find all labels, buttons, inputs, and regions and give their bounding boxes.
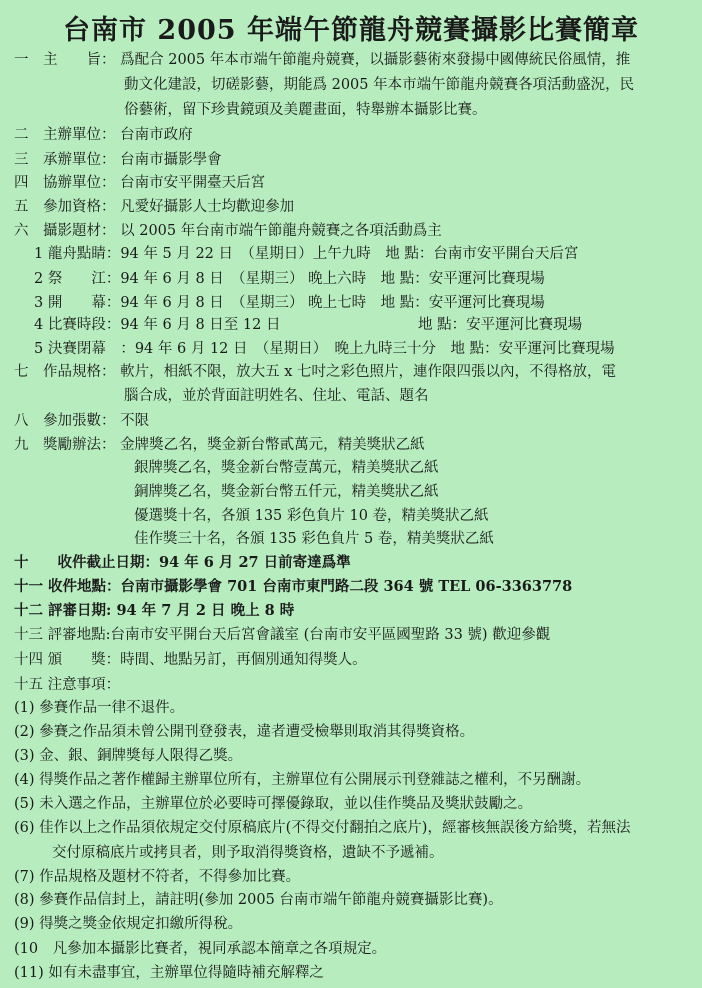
rule-line: (5) 未入選之作品，主辦單位於必要時可擇優錄取，並以佳作獎品及獎狀鼓勵之。 [14, 796, 533, 812]
rule-line: 六 攝影題材： 以 2005 年台南市端午節龍舟競賽之各項活動爲主 [14, 223, 442, 239]
rule-line: 三 承辦單位： 台南市攝影學會 [14, 152, 222, 168]
rule-line: 五 參加資格： 凡愛好攝影人士均歡迎參加 [14, 199, 295, 215]
rule-line: 腦合成，並於背面註明姓名、住址、電話、題名 [124, 388, 429, 404]
rule-line: (6) 佳作以上之作品須依規定交付原稿底片(不得交付翻拍之底片)，經審核無誤後方給獎，若無法 [14, 820, 631, 836]
rule-line: 1 龍舟點睛：94 年 5 月 22 日 （星期日）上午九時 地 點：台南市安平開台天后宮 [34, 246, 579, 262]
rule-line: 銀牌獎乙名，獎金新台幣壹萬元，精美獎狀乙紙 [134, 460, 439, 476]
rule-line: 地 點：安平運河比賽現場 [418, 317, 583, 333]
rule-line: 十五 注意事項： [14, 677, 121, 693]
rule-line: 四 協辦單位： 台南市安平開臺天后宮 [14, 175, 266, 191]
rule-line: 動文化建設，切磋影藝，期能爲 2005 年本市端午節龍舟競賽各項活動盛況，民 [124, 77, 635, 93]
rule-line: (3) 金、銀、銅牌獎每人限得乙獎。 [14, 748, 243, 764]
rule-line: 優選獎十名，各頒 135 彩色負片 10 卷，精美獎狀乙紙 [134, 508, 489, 524]
rule-line: 交付原稿底片或拷貝者，則予取消得獎資格，遺缺不予遞補。 [52, 845, 444, 861]
page-title: 台南市 2005 年端午節龍舟競賽攝影比賽簡章 [63, 15, 639, 46]
rule-line: 一 主 旨： 爲配合 2005 年本市端午節龍舟競賽，以攝影藝術來發揚中國傳統民俗風情，推 [14, 52, 631, 68]
rule-line: 4 比賽時段：94 年 6 月 8 日至 12 日 [34, 317, 281, 333]
rule-line: 5 決賽閉幕 ：94 年 6 月 12 日 （星期日） 晚上九時三十分 地 點：安平運河比賽現場 [34, 341, 615, 357]
rule-line: (11) 如有未盡事宜，主辦單位得隨時補充解釋之 [14, 965, 324, 981]
rule-line: 二 主辦單位： 台南市政府 [14, 127, 193, 143]
rule-line: 七 作品規格： 軟片，相紙不限，放大五 x 七吋之彩色照片，連作限四張以內，不得格放，電 [14, 364, 617, 380]
rule-line: 3 開 幕：94 年 6 月 8 日 （星期三） 晚上七時 地 點：安平運河比賽現場 [34, 295, 545, 311]
rule-line: (4) 得獎作品之著作權歸主辦單位所有，主辦單位有公開展示刊登雜誌之權利，不另酬謝。 [14, 772, 591, 788]
rule-line: 九 獎勵辦法： 金牌獎乙名，獎金新台幣貳萬元，精美獎狀乙紙 [14, 437, 425, 453]
rule-line: (8) 參賽作品信封上，請註明(參加 2005 台南市端午節龍舟競賽攝影比賽)。 [14, 892, 503, 908]
rule-line: 八 參加張數： 不限 [14, 413, 150, 429]
rule-line: 佳作獎三十名，各頒 135 彩色負片 5 卷，精美獎狀乙紙 [134, 531, 494, 547]
rule-line: (7) 作品規格及題材不符者，不得參加比賽。 [14, 869, 301, 885]
rule-line: 十 收件截止日期：94 年 6 月 27 日前寄達爲準 [14, 554, 351, 571]
rule-line: 十一 收件地點：台南市攝影學會 701 台南市東門路二段 364 號 TEL 06-3363778 [14, 578, 573, 595]
rule-line: 2 祭 江：94 年 6 月 8 日 （星期三） 晚上六時 地 點：安平運河比賽現場 [34, 271, 545, 287]
rule-line: 俗藝術，留下珍貴鏡頭及美麗畫面，特舉辦本攝影比賽。 [124, 102, 487, 118]
rule-line: (10 凡參加本攝影比賽者，視同承認本簡章之各項規定。 [14, 941, 387, 957]
rule-line: 十二 評審日期: 94 年 7 月 2 日 晚上 8 時 [14, 602, 295, 619]
rule-line: 銅牌獎乙名，獎金新台幣五仟元，精美獎狀乙紙 [134, 484, 439, 500]
rule-line: (1) 參賽作品一律不退件。 [14, 700, 185, 716]
rule-line: (9) 得獎之獎金依規定扣繳所得稅。 [14, 916, 243, 932]
rule-line: 十三 評審地點:台南市安平開台天后宮會議室 (台南市安平區國聖路 33 號) 歡迎參觀 [14, 627, 551, 643]
rule-line: (2) 參賽之作品須未曾公開刊登發表，違者遭受檢舉則取消其得獎資格。 [14, 724, 475, 740]
rule-line: 十四 頒 獎：時間、地點另訂，再個別通知得獎人。 [14, 652, 367, 668]
